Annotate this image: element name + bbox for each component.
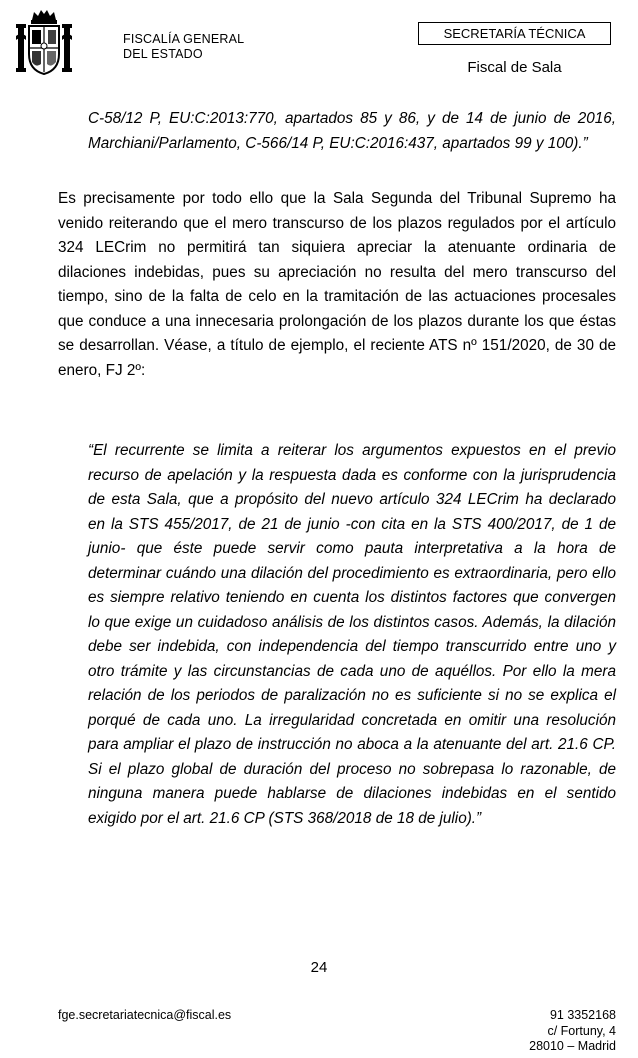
text-line: que conduce a una innecesaria prolongación de los plazos durante los que éstas: [58, 312, 616, 330]
footer-contact: [529, 1008, 616, 1055]
text-line: 324 LECrim no permitirá tan siquiera apreciar la atenuante ordinaria de: [58, 239, 616, 256]
department-box: [418, 22, 611, 45]
text-line: Es precisamente por todo ello que la Sala Segunda del Tribunal Supremo ha: [58, 190, 616, 207]
text-line: recurso de apelación y la respuesta dada es conforme con la jurisprudencia: [88, 466, 616, 484]
organization-line-2: DEL ESTADO: [123, 47, 203, 61]
coat-of-arms-icon: [14, 6, 74, 78]
footer-city: 28010 – Madrid: [529, 1039, 616, 1053]
text-line: relación de los periodos de paralización no es suficiente si no se explica el: [88, 687, 616, 704]
text-line: “El recurrente se limita a reiterar los argumentos expuestos en el previo: [88, 442, 616, 459]
text-line: para ampliar el plazo de instrucción no aboca a la atenuante del art. 21.6 CP.: [88, 736, 616, 753]
footer-email: fge.secretariatecnica@fiscal.es: [58, 1008, 232, 1022]
text-line: Marchiani/Parlamento, C-566/14 P, EU:C:2016:437, apartados 99 y 100).”: [88, 134, 588, 152]
quote-continuation: [88, 107, 616, 156]
header-subtitle: Fiscal de Sala: [467, 59, 562, 76]
page-number: 24: [310, 959, 328, 976]
department-label: SECRETARÍA TÉCNICA: [443, 26, 586, 41]
text-line: otro trámite y las circunstancias de cada uno de aquéllos. Por ello la mera: [88, 662, 616, 680]
footer-street: c/ Fortuny, 4: [547, 1023, 616, 1038]
text-line: es siempre relativo teniendo en cuenta los distintos factores que convergen: [88, 589, 616, 606]
block-quote: [88, 439, 616, 831]
text-line: tiempo, sino de la falta de celo en la tramitación de las actuaciones procesales: [58, 288, 616, 305]
organization-line-1: FISCALÍA GENERAL: [123, 32, 245, 46]
text-line: se desarrollan. Véase, a título de ejemplo, el reciente ATS nº 151/2020, de 30 de: [58, 337, 616, 354]
text-line: dilaciones indebidas, pues su apreciación no resulta del mero transcurso del: [58, 263, 616, 281]
text-line: ninguna manera puede hablarse de dilaciones indebidas en el sentido: [88, 785, 616, 802]
text-line: en la STS 455/2017, de 21 de junio -con cita en la STS 400/2017, de 1 de: [88, 515, 616, 533]
text-line: Si el plazo global de duración del proceso no sobrepasa lo razonable, de: [88, 760, 616, 778]
text-line: exigido por el art. 21.6 CP (STS 368/2018 de 18 de julio).”: [88, 809, 482, 827]
footer-phone: 91 3352168: [549, 1008, 616, 1022]
text-line: de esta Sala, que a propósito del nuevo artículo 324 LECrim ha declarado: [88, 491, 616, 508]
text-line: porqué de cada uno. La irregularidad concretada en omitir una resolución: [88, 711, 616, 729]
text-line: C-58/12 P, EU:C:2013:770, apartados 85 y 86, y de 14 de junio de 2016,: [88, 110, 616, 127]
text-line: determinar cuándo una dilación del procedimiento es extraordinaria, pero ello: [88, 564, 616, 582]
text-line: junio- que éste puede servir como pauta interpretativa a la hora de: [88, 540, 616, 557]
text-line: debe ser indebida, con independencia del tiempo transcurrido entre uno y: [88, 638, 616, 655]
body-paragraph: [58, 187, 616, 383]
text-line: venido reiterando que el mero transcurso de los plazos regulados por el artículo: [58, 214, 616, 232]
organization-name: [123, 32, 244, 62]
text-line: enero, FJ 2º:: [58, 361, 146, 379]
text-line: lo que exige un cuidadoso análisis de los distintos casos. Además, la dilación: [88, 613, 616, 631]
